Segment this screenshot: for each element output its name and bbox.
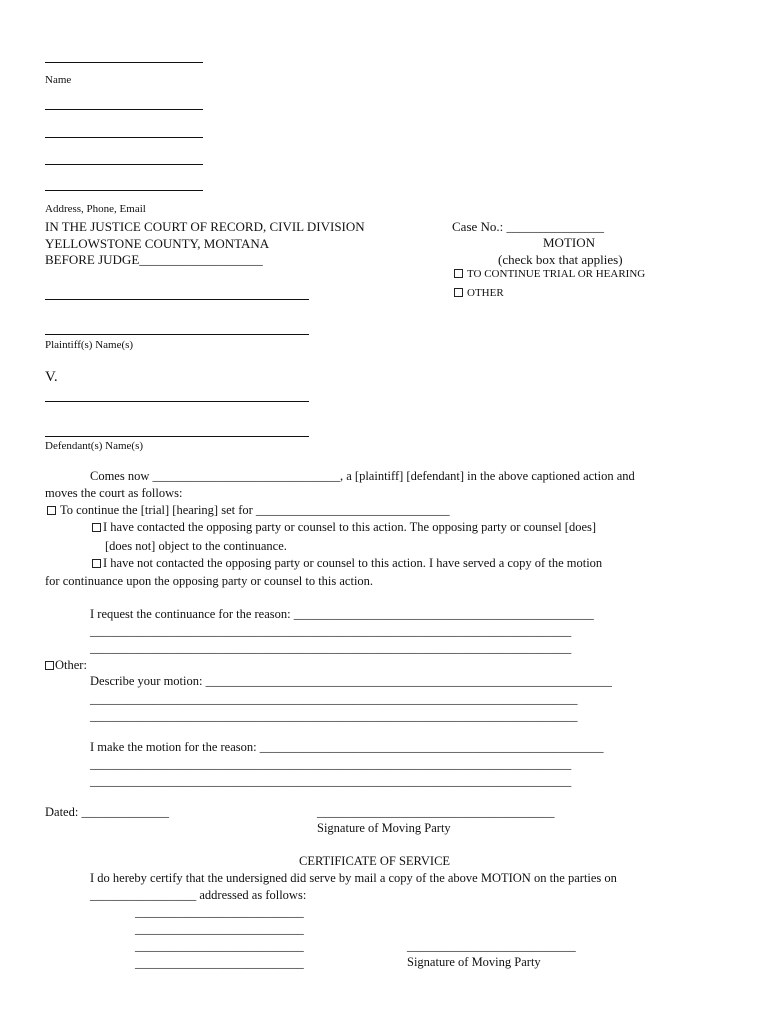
cert-signature-label: Signature of Moving Party [407, 955, 541, 969]
plaintiff-field-2[interactable] [45, 334, 309, 335]
court-line-2: YELLOWSTONE COUNTY, MONTANA [45, 236, 270, 251]
option-other[interactable] [454, 287, 504, 299]
certificate-title: CERTIFICATE OF SERVICE [299, 854, 451, 868]
checkbox-icon[interactable] [47, 506, 56, 515]
motion-reason-line: I make the motion for the reason: _______________________________________________________ [90, 740, 604, 754]
other-option[interactable] [45, 658, 87, 673]
address-label: Address, Phone, Email [45, 203, 146, 215]
reason-fill-1[interactable]: _____________________________________________________________________________ [90, 624, 572, 638]
plaintiff-label: Plaintiff(s) Name(s) [45, 339, 134, 351]
court-line-3: BEFORE JUDGE___________________ [45, 252, 263, 267]
cert-address-3[interactable]: ___________________________ [135, 939, 304, 953]
reason-request-line: I request the continuance for the reason: ________________________________________________ [90, 607, 594, 621]
continue-option[interactable] [47, 503, 450, 518]
certificate-line-1: I do hereby certify that the undersigned did serve by mail a copy of the above MOTION on the parties on [90, 871, 617, 885]
motion-title: MOTION [543, 235, 595, 250]
describe-line: Describe your motion: _________________________________________________________________ [90, 674, 612, 688]
check-note: (check box that applies) [498, 252, 623, 267]
address-field-3[interactable] [45, 164, 203, 165]
option-continue-label: TO CONTINUE TRIAL OR HEARING [467, 268, 646, 280]
not-contacted-option[interactable] [92, 556, 602, 571]
versus-label: V. [45, 369, 58, 385]
certificate-line-2: _________________ addressed as follows: [90, 888, 307, 902]
address-field-4[interactable] [45, 190, 203, 191]
reason-fill-2[interactable]: _____________________________________________________________________________ [90, 641, 572, 655]
not-contacted-label-1: I have not contacted the opposing party or counsel to this action. I have served a copy of the motion [103, 556, 603, 570]
name-label: Name [45, 74, 72, 86]
name-field[interactable] [45, 62, 203, 63]
describe-fill-1[interactable]: ______________________________________________________________________________ [90, 692, 578, 706]
cert-address-2[interactable]: ___________________________ [135, 922, 304, 936]
defendant-field-1[interactable] [45, 401, 309, 402]
cert-address-1[interactable]: ___________________________ [135, 905, 304, 919]
case-number: Case No.: _______________ [452, 219, 605, 234]
checkbox-icon[interactable] [92, 523, 101, 532]
motion-reason-fill-1[interactable]: _____________________________________________________________________________ [90, 757, 572, 771]
cert-address-4[interactable]: ___________________________ [135, 956, 304, 970]
checkbox-icon[interactable] [454, 288, 463, 297]
plaintiff-field-1[interactable] [45, 299, 309, 300]
option-other-label: OTHER [467, 287, 504, 299]
moves-line: moves the court as follows: [45, 486, 183, 500]
continue-option-label: To continue the [trial] [hearing] set for _______________________________ [60, 503, 450, 517]
defendant-label: Defendant(s) Name(s) [45, 440, 144, 452]
contacted-option[interactable] [92, 520, 596, 535]
contacted-label-1: I have contacted the opposing party or counsel to this action. The opposing party or counsel [does] [103, 520, 597, 534]
other-option-label: Other: [55, 658, 87, 672]
motion-reason-fill-2[interactable]: _____________________________________________________________________________ [90, 774, 572, 788]
court-line-1: IN THE JUSTICE COURT OF RECORD, CIVIL DIVISION [45, 219, 365, 234]
comes-now-line: Comes now ______________________________, a [plaintiff] [defendant] in the above captioned action and [90, 469, 635, 483]
signature-line[interactable]: ______________________________________ [317, 805, 555, 819]
checkbox-icon[interactable] [92, 559, 101, 568]
describe-fill-2[interactable]: ______________________________________________________________________________ [90, 709, 578, 723]
checkbox-icon[interactable] [454, 269, 463, 278]
not-contacted-label-2: for continuance upon the opposing party or counsel to this action. [45, 574, 374, 588]
cert-signature-line[interactable]: ___________________________ [407, 939, 576, 953]
option-continue[interactable] [454, 268, 645, 280]
contacted-label-2: [does not] object to the continuance. [105, 539, 287, 553]
checkbox-icon[interactable] [45, 661, 54, 670]
dated-field[interactable]: Dated: ______________ [45, 805, 169, 819]
defendant-field-2[interactable] [45, 436, 309, 437]
address-field-1[interactable] [45, 109, 203, 110]
signature-label: Signature of Moving Party [317, 821, 451, 835]
address-field-2[interactable] [45, 137, 203, 138]
